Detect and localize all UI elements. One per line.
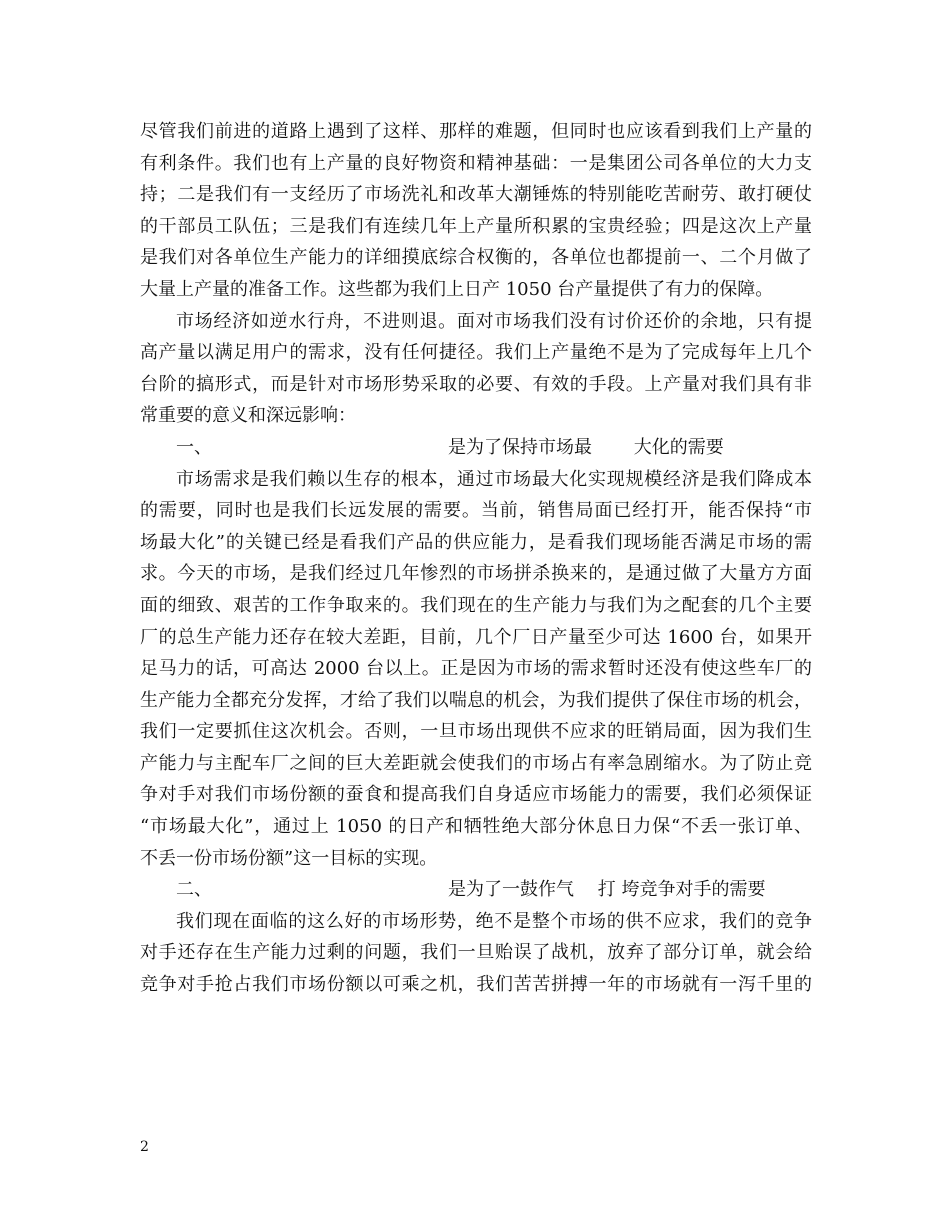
paragraph-line: 台阶的搞形式，而是针对市场形势采取的必要、有效的手段。上产量对我们具有非	[140, 373, 812, 395]
heading-title: 是为了保持市场最 大化的需要	[448, 436, 724, 458]
paragraph-line: 求。今天的市场，是我们经过几年惨烈的市场拼杀换来的，是通过做了大量方方面	[140, 563, 812, 585]
paragraph-line: 产能力与主配车厂之间的巨大差距就会使我们的市场占有率急剧缩水。为了防止竞	[140, 752, 812, 774]
paragraph-line: “市场最大化”，通过上 1050 的日产和牺牲绝大部分休息日力保“不丢一张订单、	[140, 816, 812, 838]
paragraph-line: 厂的总生产能力还存在较大差距，目前，几个厂日产量至少可达 1600 台，如果开	[140, 626, 812, 648]
paragraph-line: 大量上产量的准备工作。这些都为我们上日产 1050 台产量提供了有力的保障。	[140, 278, 774, 300]
paragraph-line: 尽管我们前进的道路上遇到了这样、那样的难题，但同时也应该看到我们上产量的	[140, 121, 812, 142]
paragraph-line: 竞争对手抢占我们市场份额以可乘之机，我们苦苦拼搏一年的市场就有一泻千里的	[140, 974, 812, 996]
paragraph-line: 对手还存在生产能力过剩的问题，我们一旦贻误了战机，放弃了部分订单，就会给	[140, 942, 812, 964]
paragraph-line: 的干部员工队伍；三是我们有连续几年上产量所积累的宝贵经验；四是这次上产量	[140, 215, 812, 237]
paragraph-line: 足马力的话，可高达 2000 台以上。正是因为市场的需求暂时还没有使这些车厂的	[140, 658, 812, 680]
paragraph-line: 高产量以满足用户的需求，没有任何捷径。我们上产量绝不是为了完成每年上几个	[140, 342, 812, 364]
section-heading-1	[140, 432, 812, 464]
paragraph-line: 持；二是我们有一支经历了市场洗礼和改革大潮锤炼的特别能吃苦耐劳、敢打硬仗	[140, 184, 812, 206]
heading-title: 是为了一鼓作气 打 垮竞争对手的需要	[448, 879, 766, 901]
section-heading-2	[140, 874, 812, 906]
paragraph-line: 面的细致、艰苦的工作争取来的。我们现在的生产能力与我们为之配套的几个主要	[140, 594, 812, 616]
heading-number: 二、	[176, 879, 212, 901]
paragraph-line: 我们现在面临的这么好的市场形势，绝不是整个市场的供不应求，我们的竞争	[176, 910, 812, 932]
paragraph-line: 的需要，同时也是我们长远发展的需要。当前，销售局面已经打开，能否保持“市	[140, 500, 812, 522]
body-text	[140, 116, 812, 1001]
paragraph-line: 有利条件。我们也有上产量的良好物资和精神基础：一是集团公司各单位的大力支	[140, 152, 812, 174]
paragraph-line: 场最大化”的关键已经是看我们产品的供应能力，是看我们现场能否满足市场的需	[140, 531, 812, 553]
paragraph-line: 争对手对我们市场份额的蚕食和提高我们自身适应市场能力的需要，我们必须保证	[140, 784, 812, 806]
paragraph-line: 不丢一份市场份额”这一目标的实现。	[140, 847, 438, 869]
heading-number: 一、	[176, 436, 212, 458]
paragraph-line: 常重要的意义和深远影响：	[140, 405, 356, 427]
paragraph-line: 生产能力全都充分发挥，才给了我们以喘息的机会，为我们提供了保住市场的机会，	[140, 689, 812, 711]
page-number: 2	[140, 1139, 149, 1155]
paragraph-line: 是我们对各单位生产能力的详细摸底综合权衡的，各单位也都提前一、二个月做了	[140, 247, 812, 269]
paragraph-line: 我们一定要抓住这次机会。否则，一旦市场出现供不应求的旺销局面，因为我们生	[140, 721, 812, 743]
paragraph-line: 市场经济如逆水行舟，不进则退。面对市场我们没有讨价还价的余地，只有提	[176, 310, 812, 332]
paragraph-line: 市场需求是我们赖以生存的根本，通过市场最大化实现规模经济是我们降成本	[176, 468, 812, 490]
